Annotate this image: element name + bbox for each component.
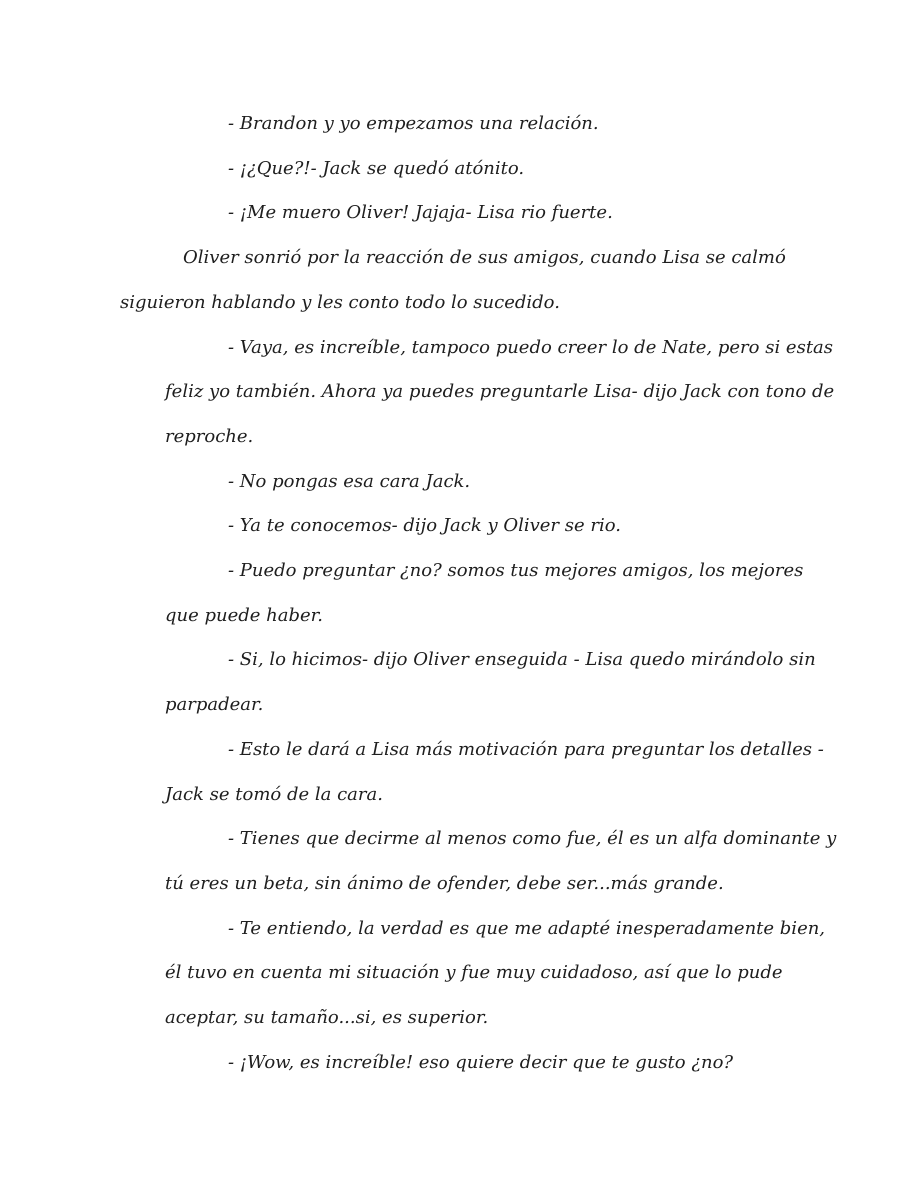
dialogue-paragraph: - Vaya, es increíble, tampoco puedo creer lo de Nate, pero si estas feliz yo también. Ahora ya puedes preguntarle Lisa- dijo Jack con tono de reproche. — [165, 336, 835, 447]
dialogue-paragraph: - Ya te conocemos- dijo Jack y Oliver se rio. — [228, 515, 621, 537]
dialogue-paragraph: - Si, lo hicimos- dijo Oliver enseguida - Lisa quedo mirándolo sin parpadear. — [165, 649, 816, 716]
dialogue-paragraph: - Te entiendo, la verdad es que me adapté inesperadamente bien, él tuvo en cuenta mi situación y fue muy cuidadoso, así que lo pude aceptar, su tamaño...si, es superior. — [165, 917, 826, 1029]
dialogue-paragraph: - Esto le dará a Lisa más motivación para preguntar los detalles - Jack se tomó de la cara. — [165, 738, 824, 805]
dialogue-paragraph: - ¡Wow, es increíble! eso quiere decir que te gusto ¿no? — [228, 1051, 734, 1073]
dialogue-paragraph: - Puedo preguntar ¿no? somos tus mejores amigos, los mejores que puede haber. — [165, 560, 804, 626]
dialogue-paragraph: - No pongas esa cara Jack. — [228, 470, 471, 492]
narration-paragraph: Oliver sonrió por la reacción de sus amigos, cuando Lisa se calmó siguieron hablando y les conto todo lo sucedido. — [120, 247, 786, 313]
document-body — [120, 102, 840, 1085]
dialogue-paragraph: - Brandon y yo empezamos una relación. — [228, 113, 599, 134]
dialogue-paragraph: - ¡¿Que?!- Jack se quedó atónito. — [228, 157, 525, 179]
dialogue-paragraph: - Tienes que decirme al menos como fue, él es un alfa dominante y tú eres un beta, sin ánimo de ofender, debe ser...más grande. — [165, 828, 837, 894]
dialogue-paragraph: - ¡Me muero Oliver! Jajaja- Lisa rio fuerte. — [228, 202, 613, 224]
